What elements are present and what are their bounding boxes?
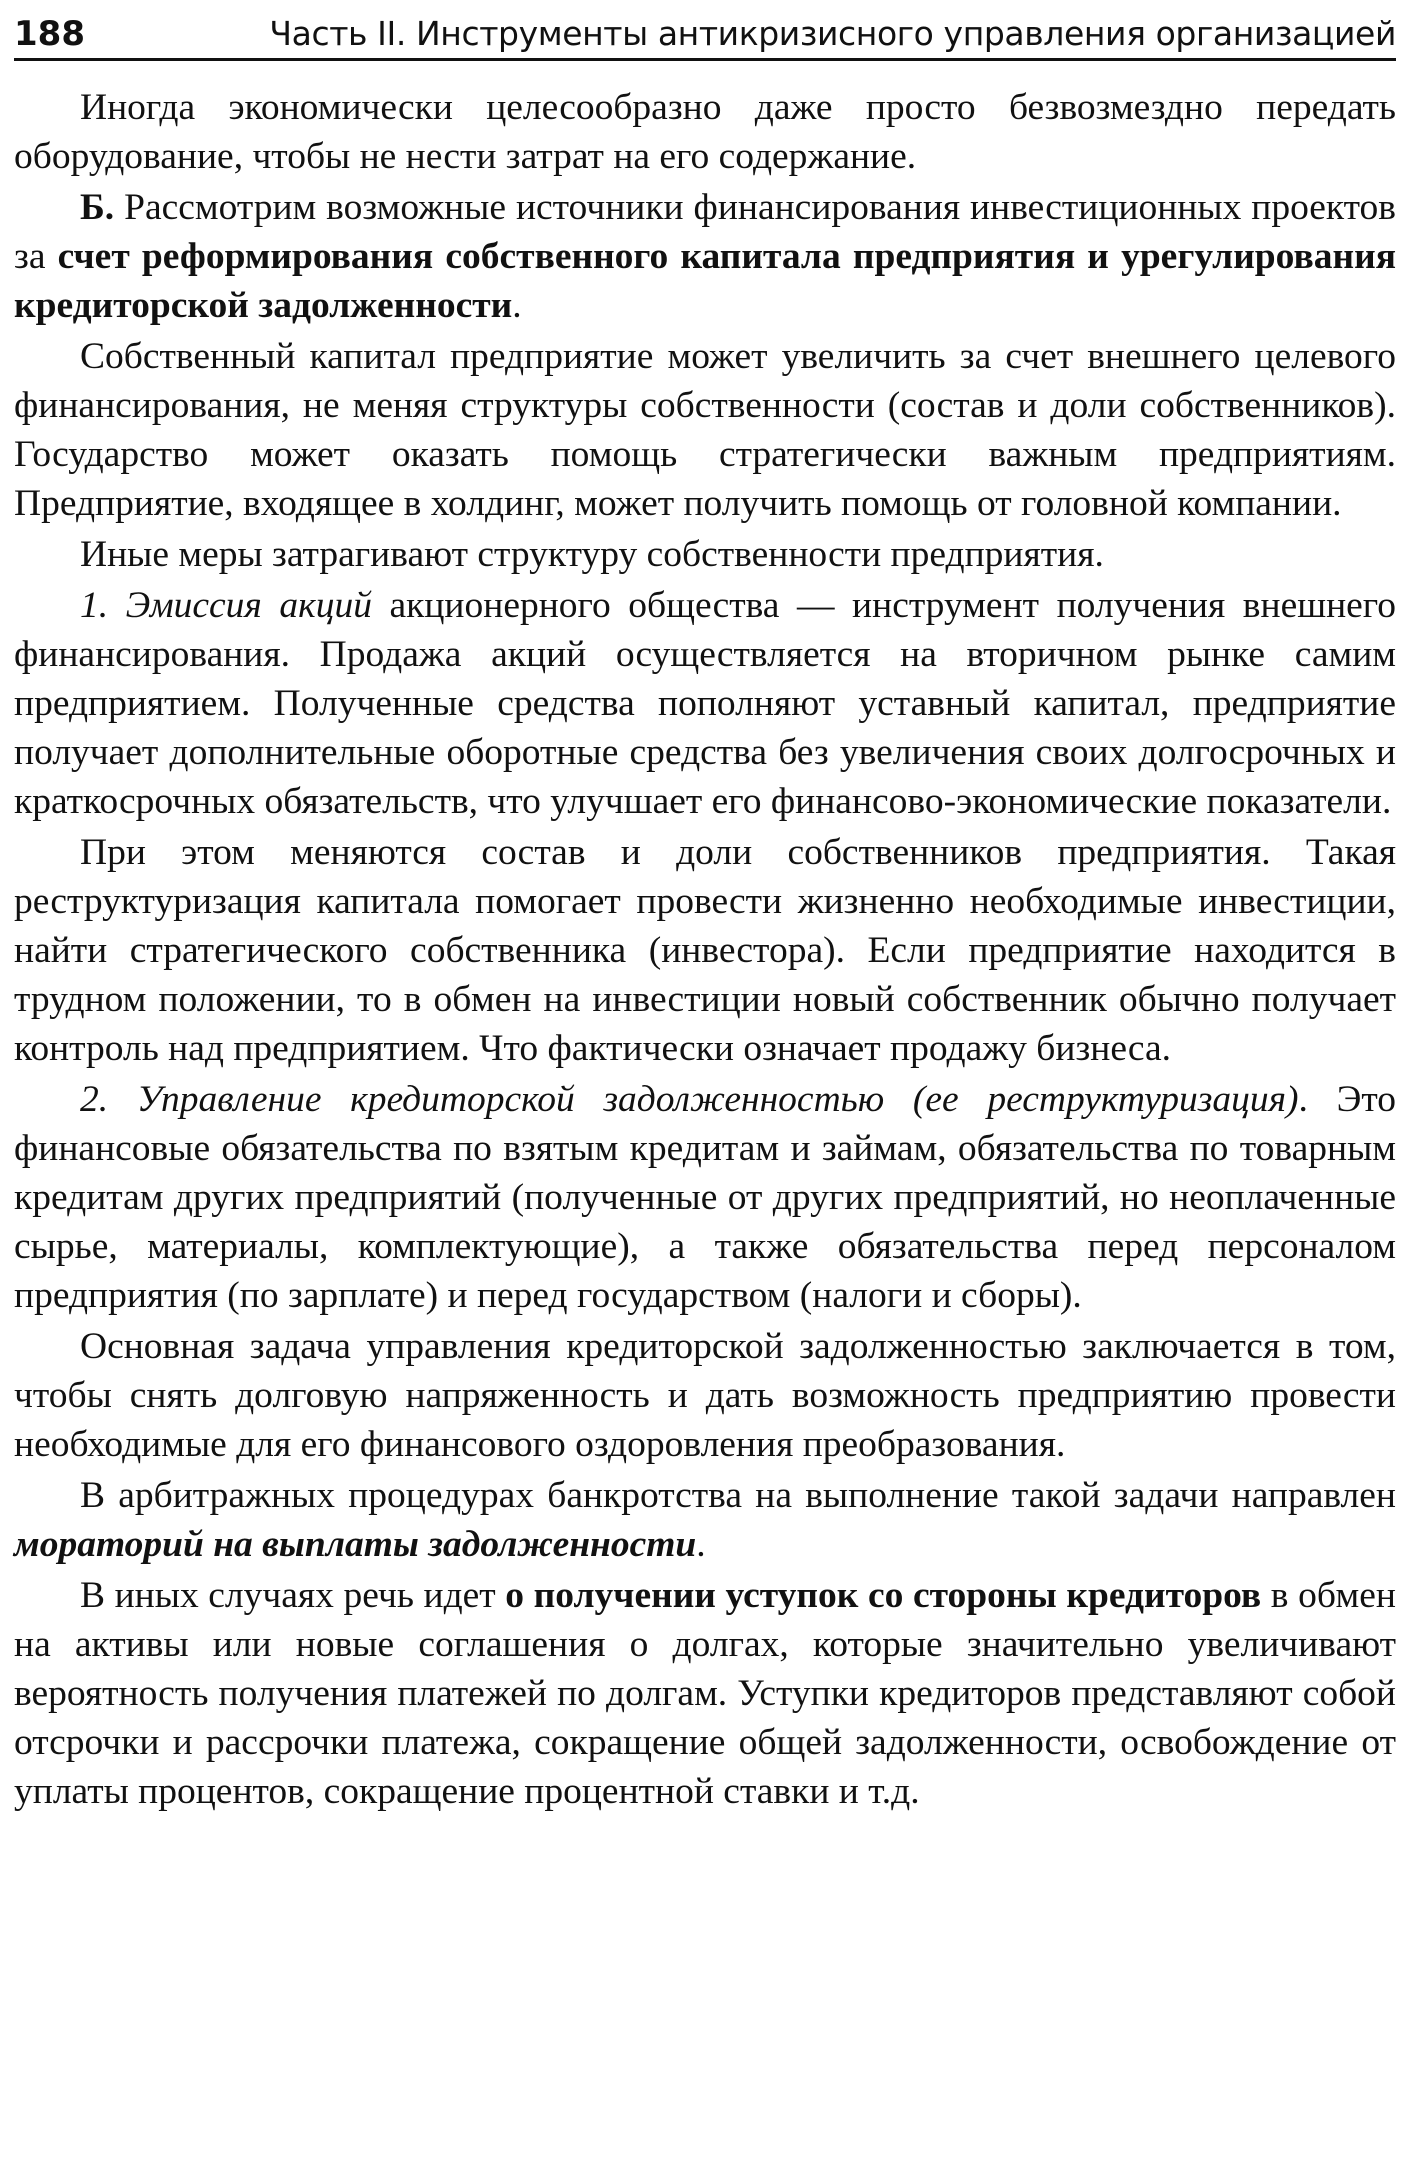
running-header xyxy=(14,10,1396,61)
paragraph-7: 2. Управление кредиторской задолженностью (ее реструктуризация). Это финансовые обязательства по взятым кредитам и займам, обязательства по товарным кредитам других предприятий (полученные от других предприятий, но неоплаченные сырье, материалы, комплектующие), а также обязательства перед персоналом предприятия (по зарплате) и перед государством (налоги и сборы). xyxy=(14,1079,1396,1316)
paragraph-10: В иных случаях речь идет о получении уступок со стороны кредиторов в обмен на активы или новые соглашения о долгах, которые значительно увеличивают вероятность получения платежей по долгам. Уступки кредиторов представляют собой отсрочки и рассрочки платежа, сокращение общей задолженности, освобождение от уплаты процентов, сокращение процентной ставки и т.д. xyxy=(14,1575,1396,1812)
italic-term: 1. Эмиссия акций xyxy=(80,585,372,626)
bold-italic-term: мораторий на выплаты задолженности xyxy=(14,1524,697,1565)
paragraph-9: В арбитражных процедурах банкротства на выполнение такой задачи направлен мораторий на выплаты задолженности. xyxy=(14,1475,1396,1565)
paragraph-2: Б. Рассмотрим возможные источники финансирования инвестиционных проектов за счет реформирования собственного капитала предприятия и урегулирования кредиторской задолженности. xyxy=(14,187,1396,326)
bold-phrase: счет реформирования собственного капитала предприятия и урегулирования кредиторской задолженности xyxy=(14,236,1396,326)
chapter-title: Часть II. Инструменты антикризисного управления организацией xyxy=(269,14,1396,53)
paragraph-3: Собственный капитал предприятие может увеличить за счет внешнего целевого финансирования, не меняя структуры собственности (состав и доли собственников). Государство может оказать помощь стратегически важным предприятиям. Предприятие, входящее в холдинг, может получить помощь от головной компании. xyxy=(14,336,1396,524)
paragraph-1: Иногда экономически целесообразно даже просто безвозмездно передать оборудование, чтобы не нести затрат на его содержание. xyxy=(14,87,1396,177)
bold-phrase: о получении уступок со стороны кредиторов xyxy=(505,1575,1262,1616)
page-number: 188 xyxy=(14,14,85,54)
book-page xyxy=(14,10,1396,1816)
body-text xyxy=(14,83,1396,1816)
paragraph-5: 1. Эмиссия акций акционерного общества — инструмент получения внешнего финансирования. Продажа акций осуществляется на вторичном рынке самим предприятием. Полученные средства пополняют уставный капитал, предприятие получает дополнительные оборотные средства без увеличения своих долгосрочных и краткосрочных обязательств, что улучшает его финансово-экономические показатели. xyxy=(14,585,1397,822)
paragraph-6: При этом меняются состав и доли собственников предприятия. Такая реструктуризация капитала помогает провести жизненно необходимые инвестиции, найти стратегического собственника (инвестора). Если предприятие находится в трудном положении, то в обмен на инвестиции новый собственник обычно получает контроль над предприятием. Что фактически означает продажу бизнеса. xyxy=(14,832,1396,1069)
paragraph-8: Основная задача управления кредиторской задолженностью заключается в том, чтобы снять долговую напряженность и дать возможность предприятию провести необходимые для его финансового оздоровления преобразования. xyxy=(14,1326,1396,1465)
italic-term: 2. Управление кредиторской задолженностью (ее реструктуризация) xyxy=(80,1079,1299,1120)
section-letter: Б. xyxy=(80,187,115,228)
paragraph-4: Иные меры затрагивают структуру собственности предприятия. xyxy=(80,534,1104,575)
